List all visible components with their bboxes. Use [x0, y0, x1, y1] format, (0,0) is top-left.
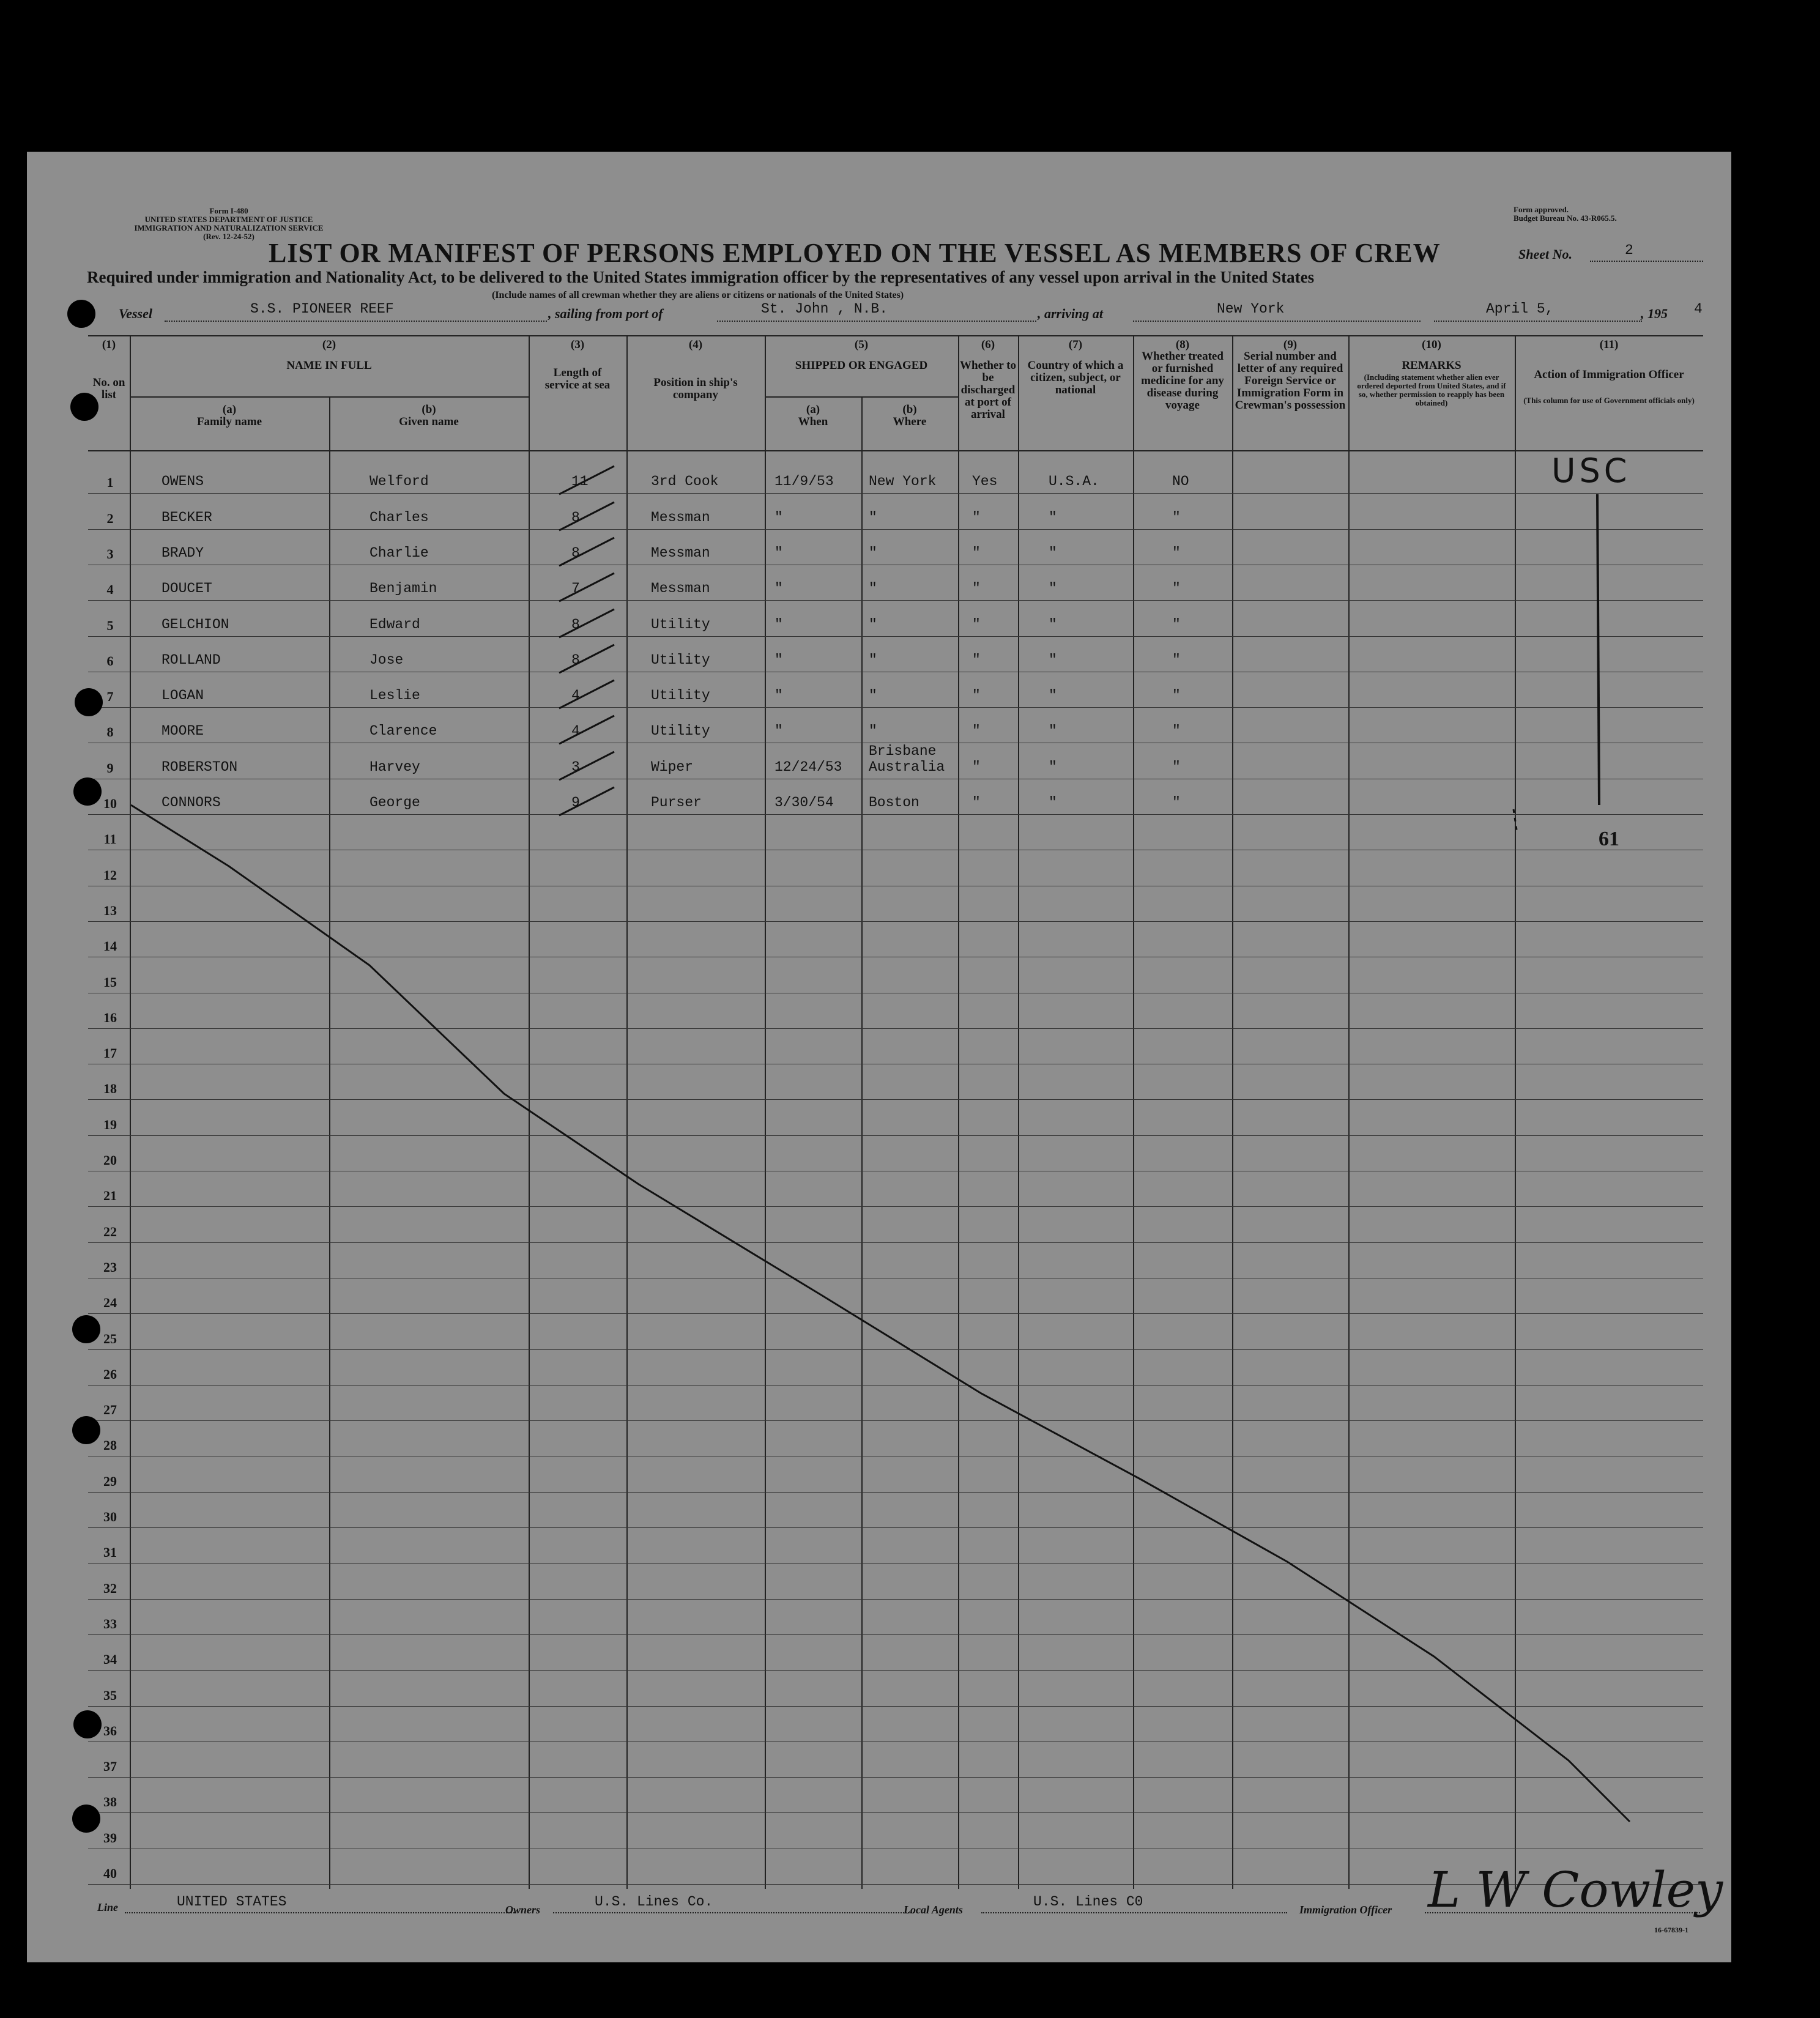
- cell-medicine: ": [1172, 759, 1181, 775]
- row-number: 31: [103, 1545, 117, 1560]
- cell-given: Leslie: [370, 688, 420, 704]
- col1-number: (1): [102, 338, 116, 351]
- row-number: 14: [103, 938, 117, 954]
- cell-length: 8: [571, 544, 580, 561]
- row-number: 23: [103, 1259, 117, 1275]
- cell-medicine: ": [1172, 544, 1181, 561]
- cell-medicine: ": [1172, 581, 1181, 597]
- cell-length: 11: [571, 473, 589, 490]
- cell-country: ": [1049, 795, 1057, 811]
- col2-header: NAME IN FULL: [286, 359, 372, 372]
- cell-position: Utility: [651, 651, 710, 668]
- cell-length: 4: [571, 723, 580, 740]
- cell-given: Welford: [370, 473, 429, 490]
- col5-number: (5): [854, 338, 869, 351]
- row-number: 7: [106, 689, 114, 705]
- cell-country: ": [1049, 688, 1057, 704]
- cell-country: ": [1049, 509, 1057, 525]
- binder-hole: [73, 777, 102, 806]
- row-number: 9: [106, 760, 114, 776]
- cell-family: CONNORS: [162, 795, 221, 811]
- cell-discharged: Yes: [972, 473, 998, 490]
- officer-signature: L W Cowley: [1428, 1861, 1723, 1918]
- cell-discharged: ": [972, 723, 981, 740]
- cell-given: Charles: [370, 509, 429, 525]
- manifest-sheet: [27, 152, 1731, 1962]
- col6-header: Whether to be discharged at port of arrival: [960, 359, 1016, 421]
- officer-label: Immigration Officer: [1299, 1904, 1392, 1916]
- line-value: UNITED STATES: [177, 1894, 287, 1910]
- cell-length: 7: [571, 581, 580, 597]
- cell-where: ": [869, 544, 877, 561]
- cell-family: OWENS: [162, 473, 204, 490]
- row-number: 32: [103, 1580, 117, 1596]
- vessel-label: Vessel: [119, 306, 152, 321]
- department: UNITED STATES DEPARTMENT OF JUSTICE: [144, 215, 313, 224]
- cell-discharged: ": [972, 581, 981, 597]
- row-number: 35: [103, 1687, 117, 1703]
- cell-where: ": [869, 581, 877, 597]
- row-number: 2: [106, 510, 114, 526]
- cell-when: ": [774, 688, 783, 704]
- cell-medicine: ": [1172, 795, 1181, 811]
- vessel-name: S.S. PIONEER REEF: [250, 301, 394, 317]
- col5-header: SHIPPED OR ENGAGED: [795, 359, 928, 372]
- cell-where: ": [869, 616, 877, 632]
- sheet-label: Sheet No.: [1518, 247, 1572, 262]
- binder-hole: [72, 1805, 100, 1833]
- service: IMMIGRATION AND NATURALIZATION SERVICE: [134, 223, 324, 232]
- col11-number: (11): [1599, 338, 1619, 351]
- row-number: 40: [103, 1866, 117, 1881]
- cell-family: LOGAN: [162, 688, 204, 704]
- row-number: 4: [106, 582, 114, 598]
- cell-country: U.S.A.: [1049, 473, 1099, 490]
- cell-country: ": [1049, 616, 1057, 632]
- cell-given: Jose: [370, 651, 404, 668]
- cell-length: 3: [571, 759, 580, 775]
- owners-value: U.S. Lines Co.: [595, 1894, 713, 1910]
- row-number: 25: [103, 1330, 117, 1346]
- col9-header: Serial number and letter of any required Foreign Service or Immigration Form in Crewman's possession: [1235, 350, 1346, 412]
- col2-number: (2): [322, 338, 336, 351]
- sheet-number: 2: [1625, 242, 1633, 258]
- binder-hole: [67, 300, 95, 328]
- col3-header: Length of service at sea: [544, 366, 611, 391]
- row-number: 17: [103, 1045, 117, 1061]
- row-number: 13: [103, 902, 117, 918]
- cell-position: Purser: [651, 795, 702, 811]
- cell-position: Utility: [651, 616, 710, 632]
- col1-header: No. on list: [92, 376, 125, 401]
- col6-number: (6): [981, 338, 995, 351]
- row-number: 22: [103, 1223, 117, 1239]
- cell-position: Messman: [651, 581, 710, 597]
- cell-when: ": [774, 544, 783, 561]
- cell-where: Boston: [869, 795, 919, 811]
- cell-position: 3rd Cook: [651, 473, 719, 490]
- col11-header: Action of Immigration Officer: [1534, 368, 1684, 381]
- cell-when: ": [774, 581, 783, 597]
- cell-country: ": [1049, 544, 1057, 561]
- arriving-label: , arriving at: [1038, 306, 1103, 321]
- cell-family: ROLLAND: [162, 651, 221, 668]
- cell-medicine: ": [1172, 688, 1181, 704]
- cell-country: ": [1049, 651, 1057, 668]
- row-number: 24: [103, 1295, 117, 1311]
- agents-label: Local Agents: [904, 1904, 963, 1916]
- col10-subheader: (Including statement whether alien ever ordered deported from United States, and if so, whether permission to reapply has been obtained): [1357, 373, 1506, 407]
- row-number: 8: [106, 724, 114, 740]
- col2a-header: (a) Family name: [196, 403, 262, 428]
- cell-when: ": [774, 509, 783, 525]
- col8-header: Whether treated or furnished medicine for any disease during voyage: [1141, 350, 1224, 412]
- cell-medicine: ": [1172, 651, 1181, 668]
- cell-family: ROBERSTON: [162, 759, 238, 775]
- cell-discharged: ": [972, 688, 981, 704]
- cell-country: ": [1049, 581, 1057, 597]
- cell-discharged: ": [972, 509, 981, 525]
- cell-when: ": [774, 723, 783, 740]
- owners-label: Owners: [505, 1904, 541, 1916]
- cell-when: 3/30/54: [774, 795, 834, 811]
- col2b-header: (b) Given name: [399, 403, 459, 428]
- sailing-port: St. John , N.B.: [761, 301, 888, 317]
- cell-given: Edward: [370, 616, 420, 632]
- row-number: 1: [106, 475, 114, 491]
- row-number: 33: [103, 1616, 117, 1631]
- col4-header: Position in ship's company: [653, 376, 738, 401]
- tally-count: 61: [1599, 828, 1619, 850]
- officer-mark: USC: [1551, 451, 1631, 490]
- cell-when: ": [774, 616, 783, 632]
- col5a-header: (a) When: [798, 403, 828, 428]
- agents-value: U.S. Lines C0: [1033, 1894, 1143, 1910]
- row-number: 38: [103, 1794, 117, 1810]
- col7-header: Country of which a citizen, subject, or national: [1027, 359, 1124, 396]
- cell-family: DOUCET: [162, 581, 212, 597]
- cell-where: ": [869, 509, 877, 525]
- year-suffix: 4: [1694, 301, 1703, 317]
- cell-family: BECKER: [162, 509, 212, 525]
- row-number: 6: [106, 653, 114, 669]
- binder-hole: [75, 688, 103, 716]
- budget-bureau: Budget Bureau No. 43-R065.5.: [1514, 213, 1617, 223]
- row-number: 28: [103, 1437, 117, 1453]
- col10-header: REMARKS: [1402, 359, 1462, 372]
- row-number: 11: [103, 831, 117, 847]
- revision: (Rev. 12-24-52): [203, 232, 254, 241]
- binder-hole: [73, 1710, 102, 1738]
- row-number: 39: [103, 1830, 117, 1846]
- row-number: 15: [103, 974, 117, 990]
- cell-country: ": [1049, 759, 1057, 775]
- cell-length: 4: [571, 688, 580, 704]
- form-title: LIST OR MANIFEST OF PERSONS EMPLOYED ON THE VESSEL AS MEMBERS OF CREW: [269, 238, 1441, 268]
- cell-family: GELCHION: [162, 616, 229, 632]
- cancel-strike-line: [27, 152, 1731, 1962]
- row-number: 21: [103, 1188, 117, 1204]
- cell-where: New York: [869, 473, 937, 490]
- cell-where: ": [869, 688, 877, 704]
- cell-medicine: NO: [1172, 473, 1189, 490]
- cell-when: ": [774, 651, 783, 668]
- form-number: Form I-480: [209, 206, 248, 215]
- row-number: 18: [103, 1081, 117, 1097]
- row-number: 16: [103, 1009, 117, 1025]
- cell-position: Utility: [651, 723, 710, 740]
- cell-when: 12/24/53: [774, 759, 842, 775]
- row-number: 12: [103, 867, 117, 883]
- cell-position: Wiper: [651, 759, 694, 775]
- cell-where: ": [869, 723, 877, 740]
- col3-number: (3): [570, 338, 585, 351]
- cell-given: Benjamin: [370, 581, 437, 597]
- cell-country: ": [1049, 723, 1057, 740]
- year-prefix: , 195: [1641, 306, 1668, 321]
- col4-number: (4): [688, 338, 703, 351]
- binder-hole: [72, 1315, 100, 1343]
- cell-medicine: ": [1172, 723, 1181, 740]
- sailing-label: , sailing from port of: [548, 306, 663, 321]
- cell-medicine: ": [1172, 509, 1181, 525]
- cell-given: Charlie: [370, 544, 429, 561]
- cell-medicine: ": [1172, 616, 1181, 632]
- footer-code: 16-67839-1: [1654, 1926, 1688, 1934]
- row-number: 29: [103, 1473, 117, 1489]
- cell-given: Harvey: [370, 759, 420, 775]
- col10-number: (10): [1422, 338, 1441, 351]
- cell-where: ": [869, 651, 877, 668]
- binder-hole: [70, 393, 98, 421]
- cell-discharged: ": [972, 544, 981, 561]
- col5b-header: (b) Where: [893, 403, 927, 428]
- cell-discharged: ": [972, 759, 981, 775]
- binder-hole: [72, 1416, 100, 1444]
- cell-discharged: ": [972, 795, 981, 811]
- row-number: 26: [103, 1366, 117, 1382]
- row-number: 34: [103, 1652, 117, 1667]
- cell-length: 8: [571, 509, 580, 525]
- cell-position: Messman: [651, 509, 710, 525]
- col11-subheader: (This column for use of Government officials only): [1523, 396, 1695, 405]
- col8-number: (8): [1175, 338, 1190, 351]
- row-number: 5: [106, 617, 114, 633]
- cell-family: MOORE: [162, 723, 204, 740]
- cell-length: 8: [571, 616, 580, 632]
- cell-when: 11/9/53: [774, 473, 834, 490]
- row-number: 20: [103, 1152, 117, 1168]
- line-label: Line: [97, 1901, 118, 1913]
- row-number: 10: [103, 796, 117, 811]
- form-subtitle: Required under immigration and Nationality Act, to be delivered to the United States immigration officer by the representatives of any vessel upon arrival in the United States: [87, 268, 1315, 286]
- cell-position: Utility: [651, 688, 710, 704]
- col7-number: (7): [1068, 338, 1083, 351]
- arriving-port: New York: [1217, 301, 1285, 317]
- col9-number: (9): [1283, 338, 1298, 351]
- row-number: 27: [103, 1402, 117, 1418]
- cell-position: Messman: [651, 544, 710, 561]
- cell-where: Brisbane Australia: [869, 743, 945, 775]
- cell-family: BRADY: [162, 544, 204, 561]
- row-number: 37: [103, 1759, 117, 1775]
- approval: Form approved.: [1514, 205, 1569, 214]
- cell-length: 8: [571, 651, 580, 668]
- cell-given: Clarence: [370, 723, 437, 740]
- cell-given: George: [370, 795, 420, 811]
- cell-discharged: ": [972, 651, 981, 668]
- form-note: (Include names of all crewman whether they are aliens or citizens or nationals of the United States): [492, 290, 904, 300]
- cell-length: 9: [571, 795, 580, 811]
- row-number: 19: [103, 1116, 117, 1132]
- cell-discharged: ": [972, 616, 981, 632]
- row-number: 30: [103, 1509, 117, 1524]
- row-number: 3: [106, 546, 114, 562]
- arrival-date: April 5,: [1486, 301, 1554, 317]
- row-number: 36: [103, 1723, 117, 1738]
